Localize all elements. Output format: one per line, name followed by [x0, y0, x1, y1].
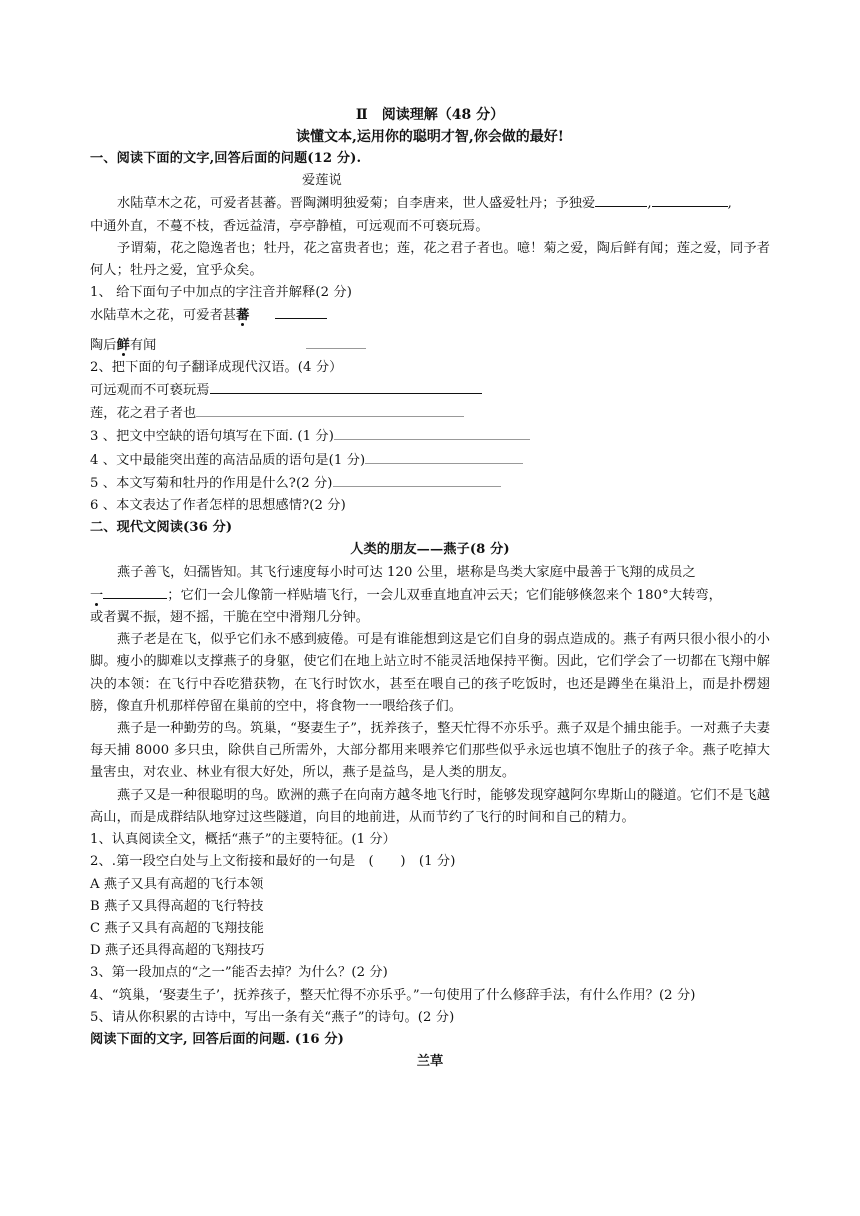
q2a-text: 可远观而不可亵玩焉 [90, 383, 210, 399]
p2-question-1: 1、认真阅读全文，概括“燕子”的主要特征。(1 分） [90, 832, 396, 848]
option-d: D 燕子还具得高超的飞翔技巧 [90, 943, 265, 959]
answer-blank-3[interactable] [334, 425, 530, 440]
answer-blank-2b[interactable] [196, 402, 464, 417]
q4-text: 4 、文中最能突出莲的高洁品质的语句是(1 分) [90, 452, 366, 468]
p2-question-5: 5、请从你积累的古诗中，写出一条有关“燕子”的诗句。(2 分) [90, 1009, 455, 1025]
p1-question-1: 1、 给下面句子中加点的字注音并解释(2 分) [90, 285, 352, 301]
option-a: A 燕子又具有高超的飞行本领 [90, 876, 264, 892]
p2-question-2: 2、.第一段空白处与上文衔接和最好的一句是 ( ) (1 分) [90, 854, 456, 870]
section-title: Ⅱ 阅读理解（48 分） [355, 107, 505, 123]
dotted-char-xian: 鲜 [116, 337, 130, 353]
essay1-p1-text: 水陆草木之花，可爱者甚蕃。晋陶渊明独爱菊；自李唐来，世人盛爱牡丹；予独爱 [117, 196, 596, 212]
option-c: C 燕子又具有高超的飞翔技能 [90, 920, 264, 936]
answer-blank-4[interactable] [365, 449, 523, 464]
blank-2[interactable] [652, 192, 728, 207]
dotted-char-yi: 一 [90, 587, 104, 603]
document-page [90, 104, 770, 1073]
essay-title-ailian: 爱莲说 [302, 173, 342, 189]
part1-heading: 一、阅读下面的文字,回答后面的问题(12 分). [90, 151, 362, 166]
part2-heading: 二、现代文阅读(36 分) [90, 520, 233, 536]
p1-question-5 [90, 472, 770, 495]
q1a-text: 水陆草木之花，可爱者甚 [90, 308, 237, 324]
essay2-paragraph-3: 燕子是一种勤劳的鸟。筑巢，“娶妻生子”，抚养孩子，整天忙得不亦乐乎。燕子双是个捕虫能手。一对燕子夫妻每天捕 8000 多只虫，除供自己所需外，大部分都用来喂养它们那些似乎永远也填不饱肚子的孩子伞。燕子吃掉大量害虫，对农业、林业有很大好处，所以，燕子是益鸟，是人类的朋友。 [90, 721, 770, 781]
essay2-paragraph-2: 燕子老是在飞，似乎它们永不感到疲倦。可是有谁能想到这是它们自身的弱点造成的。燕子有两只很小很小的小脚。瘦小的脚难以支撑燕子的身躯，使它们在地上站立时不能灵活地保持平衡。因此，它们学会了一切都在飞翔中解决的本领：在飞行中吞吃猎获物，在飞行时饮水，甚至在喂自己的孩子吃饭时，也还是蹲坐在巢沿上，而是扑楞翅膀，像直升机那样停留在巢前的空中，将食物一一喂给孩子们。 [90, 632, 770, 714]
essay2-p1b-text: ；它们一会儿像箭一样贴墙飞行，一会儿双垂直地直冲云天；它们能够倏忽来个 180°大转弯， [167, 587, 722, 603]
essay2-paragraph-1a: 燕子善飞，妇孺皆知。其飞行速度每小时可达 120 公里，堪称是鸟类大家庭中最善于飞翔的成员之 [117, 564, 696, 580]
part3-heading: 阅读下面的文字, 回答后面的问题. (16 分) [90, 1031, 344, 1047]
q5-text: 5 、本文写菊和牡丹的作用是什么?(2 分) [90, 475, 333, 491]
answer-blank-1a[interactable] [275, 304, 327, 319]
answer-blank-5[interactable] [333, 472, 501, 487]
q1b-post: 有闻 [129, 337, 157, 353]
p1-question-1b [90, 334, 770, 357]
essay2-paragraph-1c: 或者翼不振，翅不摇，干脆在空中滑翔几分钟。 [90, 610, 370, 626]
essay-title-swallow: 人类的朋友——燕子(8 分) [350, 542, 510, 558]
q1b-pre: 陶后 [90, 337, 117, 353]
dotted-char-fan: 蕃 [236, 308, 250, 324]
essay1-paragraph-1a: 水陆草木之花，可爱者甚蕃。晋陶渊明独爱菊；自李唐来，世人盛爱牡丹；予独爱 , , [90, 192, 770, 215]
p1-question-2: 2、把下面的句子翻译成现代汉语。(4 分） [90, 359, 343, 375]
p1-question-2a [90, 379, 770, 402]
essay-blank[interactable] [103, 584, 167, 599]
p1-question-3 [90, 425, 770, 448]
blank-1[interactable] [595, 192, 647, 207]
p1-question-2b [90, 402, 770, 425]
essay-title-lancao: 兰草 [416, 1054, 444, 1070]
p1-question-6: 6 、本文表达了作者怎样的思想感情?(2 分) [90, 498, 346, 514]
q2b-text: 莲，花之君子者也 [90, 406, 197, 422]
p2-question-3: 3、第一段加点的“之一”能否去掉？为什么？(2 分) [90, 965, 388, 981]
q3-text: 3 、把文中空缺的语句填写在下面. (1 分) [90, 429, 334, 445]
option-b: B 燕子又具得高超的飞行特技 [90, 898, 264, 914]
answer-blank-1b[interactable] [306, 334, 366, 349]
p1-question-4 [90, 449, 770, 472]
p2-question-4: 4、“筑巢，‘娶妻生子’，抚养孩子，整天忙得不亦乐乎。”一句使用了什么修辞手法，有什么作用？(2 分) [90, 987, 696, 1003]
answer-blank-2a[interactable] [210, 379, 482, 394]
essay1-paragraph-1b: 中通外直，不蔓不枝，香远益清，亭亭静植，可远观而不可亵玩焉。 [90, 218, 489, 234]
essay1-paragraph-2: 予谓菊，花之隐逸者也；牡丹，花之富贵者也；莲，花之君子者也。噫！菊之爱，陶后鲜有闻；莲之爱，同予者何人；牡丹之爱，宜乎众矣。 [90, 240, 770, 279]
essay2-paragraph-4: 燕子又是一种很聪明的鸟。欧洲的燕子在向南方越冬地飞行时，能够发现穿越阿尔卑斯山的隧道。它们不是飞越高山，而是成群结队地穿过这些隧道，向目的地前进，从而节约了飞行的时间和自己的精力。 [90, 787, 770, 825]
encouragement-line: 读懂文本,运用你的聪明才智,你会做的最好! [296, 129, 564, 145]
p1-question-1a [90, 304, 770, 327]
essay2-paragraph-1b [90, 584, 770, 607]
